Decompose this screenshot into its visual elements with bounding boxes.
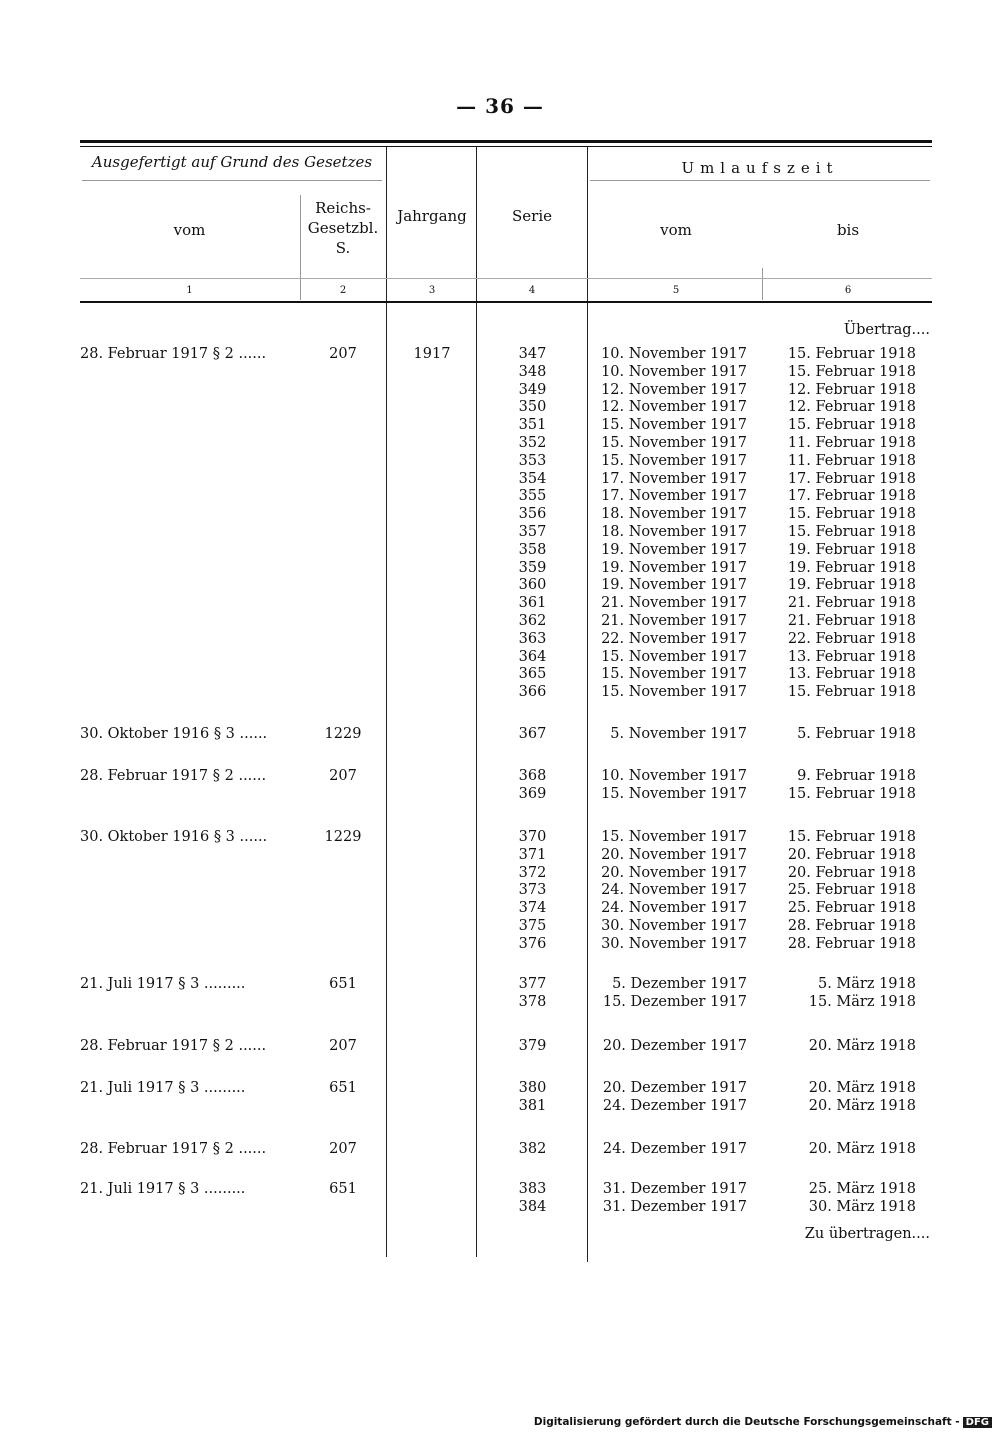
table-cell-bis: 15. Februar 1918: [787, 363, 916, 380]
zu-uebertragen-label: Zu übertragen....: [804, 1226, 930, 1242]
gesetz-date: 30. Oktober 1916 § 3 ......: [80, 726, 268, 742]
table-cell-vom: 30. November 1917: [601, 918, 747, 934]
top-rule: [80, 140, 932, 143]
table-cell-bis: 9. Februar 1918: [797, 768, 916, 784]
reichs-page: 651: [329, 1181, 357, 1197]
table-cell-serie: 366: [518, 684, 547, 701]
table-cell-serie: 376: [518, 935, 547, 952]
table-cell-serie: 374: [518, 900, 547, 917]
header-col-reichs: [302, 198, 384, 258]
table-cell-serie: 357: [518, 524, 547, 540]
table-cell-vom: 15. November 1917: [601, 684, 747, 701]
table-cell-serie: 381: [518, 1097, 547, 1114]
gesetz-date: 21. Juli 1917 § 3 .........: [80, 976, 246, 992]
table-cell-vom: 17. November 1917: [601, 470, 747, 487]
table-cell-bis: 25. März 1918: [808, 1181, 916, 1197]
gesetz-date: 21. Juli 1917 § 3 .........: [80, 1181, 246, 1197]
table-cell-vom: 18. November 1917: [601, 506, 747, 523]
table-cell-vom: 12. November 1917: [601, 399, 747, 416]
top-rule-thin: [80, 146, 932, 147]
reichs-page: 651: [329, 976, 357, 992]
reichs-page: 1229: [324, 726, 362, 742]
header-col-serie: Serie: [512, 207, 552, 225]
table-cell-bis: 12. Februar 1918: [787, 399, 916, 416]
table-cell-serie: 360: [518, 577, 547, 594]
table-cell-serie: 371: [518, 846, 547, 863]
table-cell-serie: 355: [518, 488, 547, 505]
reichs-page: 207: [329, 768, 357, 784]
table-cell-serie: 349: [518, 381, 547, 398]
table-cell-serie: 373: [518, 882, 547, 899]
column-number: 3: [428, 285, 436, 296]
table-cell-bis: 25. Februar 1918: [787, 900, 916, 917]
table-cell-bis: 30. März 1918: [808, 1198, 916, 1215]
table-cell-vom: 10. November 1917: [601, 346, 747, 362]
table-cell-bis: 25. Februar 1918: [787, 882, 916, 899]
table-cell-bis: 5. März 1918: [817, 976, 916, 992]
table-cell-bis: 20. März 1918: [808, 1097, 916, 1114]
table-cell-vom: 15. November 1917: [601, 417, 747, 434]
table-cell-serie: 382: [518, 1141, 547, 1157]
table-cell-bis: 5. Februar 1918: [797, 726, 916, 742]
footer-credit: [534, 1416, 992, 1428]
column-number: 5: [672, 285, 680, 296]
table-cell-bis: 17. Februar 1918: [787, 470, 916, 487]
table-cell-vom: 19. November 1917: [601, 559, 747, 576]
table-cell-bis: 15. Februar 1918: [787, 829, 916, 845]
table-cell-serie: 350: [518, 399, 547, 416]
table-cell-vom: 17. November 1917: [601, 488, 747, 505]
table-cell-vom: 15. November 1917: [601, 452, 747, 469]
table-cell-serie: 368: [518, 768, 547, 784]
table-cell-vom: 22. November 1917: [601, 630, 747, 647]
table-cell-bis: 15. Februar 1918: [787, 346, 916, 362]
reichs-page: 1229: [324, 829, 362, 845]
table-cell-serie: 372: [518, 864, 547, 881]
column-divider: [476, 147, 477, 1257]
column-divider: [300, 195, 301, 300]
footer-text: Digitalisierung gefördert durch die Deutsche Forschungsgemeinschaft -: [533, 1416, 960, 1428]
table-cell-bis: 15. Februar 1918: [787, 785, 916, 802]
table-cell-serie: 383: [518, 1181, 547, 1197]
table-cell-vom: 15. November 1917: [601, 648, 747, 665]
table-cell-bis: 28. Februar 1918: [787, 935, 916, 952]
table-cell-serie: 378: [518, 993, 547, 1010]
reichs-page: 207: [329, 1038, 357, 1054]
table-cell-serie: 351: [518, 417, 547, 434]
table-cell-bis: 12. Februar 1918: [787, 381, 916, 398]
table-cell-bis: 15. Februar 1918: [787, 417, 916, 434]
table-cell-serie: 375: [518, 918, 547, 934]
table-cell-vom: 30. November 1917: [601, 935, 747, 952]
table-cell-vom: 15. Dezember 1917: [602, 993, 747, 1010]
table-cell-bis: 15. Februar 1918: [787, 506, 916, 523]
table-cell-bis: 19. Februar 1918: [787, 577, 916, 594]
table-cell-serie: 348: [518, 363, 547, 380]
header-col-reichs-line: Reichs-: [315, 199, 371, 217]
table-cell-bis: 20. Februar 1918: [787, 864, 916, 881]
table-cell-vom: 24. Dezember 1917: [602, 1097, 747, 1114]
table-cell-vom: 5. Dezember 1917: [612, 976, 747, 992]
table-cell-bis: 20. März 1918: [808, 1080, 916, 1096]
table-cell-serie: 369: [518, 785, 547, 802]
table-cell-vom: 20. November 1917: [601, 846, 747, 863]
table-cell-bis: 21. Februar 1918: [787, 613, 916, 629]
table-cell-vom: 20. November 1917: [601, 864, 747, 881]
header-divider: [80, 278, 932, 279]
table-cell-bis: 20. Februar 1918: [787, 846, 916, 863]
table-cell-vom: 15. November 1917: [601, 435, 747, 451]
header-col-vom: vom: [173, 221, 206, 239]
table-cell-vom: 15. November 1917: [601, 785, 747, 802]
table-cell-vom: 24. November 1917: [601, 882, 747, 899]
table-cell-vom: 20. Dezember 1917: [602, 1038, 747, 1054]
table-cell-bis: 28. Februar 1918: [787, 918, 916, 934]
table-cell-serie: 358: [518, 541, 547, 558]
table-cell-serie: 352: [518, 435, 547, 451]
table-cell-vom: 10. November 1917: [601, 363, 747, 380]
table-cell-vom: 12. November 1917: [601, 381, 747, 398]
table-cell-serie: 367: [518, 726, 547, 742]
header-col-umlauf-vom: vom: [660, 221, 692, 239]
table-cell-serie: 377: [518, 976, 547, 992]
table-cell-bis: 11. Februar 1918: [787, 435, 916, 451]
table-cell-bis: 13. Februar 1918: [787, 666, 916, 683]
table-cell-serie: 354: [518, 470, 547, 487]
reichs-page: 651: [329, 1080, 357, 1096]
table-cell-bis: 21. Februar 1918: [787, 595, 916, 612]
column-number: 4: [528, 285, 536, 296]
table-cell-serie: 370: [518, 829, 547, 845]
header-col-reichs-line: Gesetzbl.: [307, 219, 379, 237]
table-cell-serie: 347: [518, 346, 547, 362]
table-cell-vom: 19. November 1917: [601, 577, 747, 594]
table-cell-bis: 19. Februar 1918: [787, 559, 916, 576]
table-cell-serie: 380: [518, 1080, 547, 1096]
table-cell-serie: 384: [518, 1198, 547, 1215]
column-number: 1: [186, 285, 193, 296]
table-cell-bis: 11. Februar 1918: [787, 452, 916, 469]
column-divider: [386, 147, 387, 1257]
header-group-umlauf: Umlaufszeit: [681, 159, 839, 177]
table-cell-vom: 31. Dezember 1917: [602, 1198, 747, 1215]
gesetz-date: 21. Juli 1917 § 3 .........: [80, 1080, 246, 1096]
gesetz-date: 28. Februar 1917 § 2 ......: [80, 768, 267, 784]
table-cell-vom: 21. November 1917: [601, 595, 747, 612]
table-cell-vom: 21. November 1917: [601, 613, 747, 629]
header-divider: [82, 180, 382, 181]
table-cell-vom: 24. Dezember 1917: [602, 1141, 747, 1157]
table-cell-bis: 15. Februar 1918: [787, 684, 916, 701]
reichs-page: 207: [329, 1141, 357, 1157]
header-col-umlauf-bis: bis: [836, 221, 860, 239]
table-cell-serie: 365: [518, 666, 547, 683]
column-number: 6: [844, 285, 852, 296]
table-cell-serie: 362: [518, 613, 547, 629]
header-bottom-rule: [80, 301, 932, 303]
table-cell-vom: 19. November 1917: [601, 541, 747, 558]
table-cell-vom: 15. November 1917: [601, 829, 747, 845]
header-group-title: Ausgefertigt auf Grund des Gesetzes: [91, 153, 373, 171]
table-cell-bis: 13. Februar 1918: [787, 648, 916, 665]
header-col-reichs-line: S.: [335, 239, 351, 257]
table-cell-serie: 353: [518, 452, 547, 469]
table-cell-vom: 10. November 1917: [601, 768, 747, 784]
dfg-logo: DFG: [963, 1417, 992, 1428]
gesetz-date: 28. Februar 1917 § 2 ......: [80, 346, 267, 362]
column-number: 2: [339, 285, 347, 296]
table-cell-bis: 20. März 1918: [808, 1141, 916, 1157]
table-cell-vom: 24. November 1917: [601, 900, 747, 917]
table-cell-bis: 22. Februar 1918: [787, 630, 916, 647]
table-cell-bis: 20. März 1918: [808, 1038, 916, 1054]
page-number: — 36 —: [456, 94, 544, 118]
table-cell-bis: 15. Februar 1918: [787, 524, 916, 540]
table-cell-vom: 31. Dezember 1917: [602, 1181, 747, 1197]
reichs-page: 207: [329, 346, 357, 362]
table-cell-bis: 15. März 1918: [808, 993, 916, 1010]
column-divider: [762, 268, 763, 300]
table-cell-serie: 364: [518, 648, 547, 665]
table-cell-bis: 17. Februar 1918: [787, 488, 916, 505]
table-cell-serie: 363: [518, 630, 547, 647]
uebertrag-label: Übertrag....: [843, 322, 930, 338]
gesetz-date: 28. Februar 1917 § 2 ......: [80, 1038, 267, 1054]
table-cell-serie: 361: [518, 595, 547, 612]
table-cell-serie: 379: [518, 1038, 547, 1054]
table-cell-vom: 20. Dezember 1917: [602, 1080, 747, 1096]
table-cell-bis: 19. Februar 1918: [787, 541, 916, 558]
header-col-jahrgang: Jahrgang: [397, 207, 467, 225]
jahrgang-value: 1917: [413, 346, 451, 362]
header-divider: [590, 180, 930, 181]
column-divider: [587, 147, 588, 1262]
table-cell-serie: 359: [518, 559, 547, 576]
gesetz-date: 28. Februar 1917 § 2 ......: [80, 1141, 267, 1157]
table-cell-vom: 5. November 1917: [610, 726, 747, 742]
table-cell-serie: 356: [518, 506, 547, 523]
table-cell-vom: 18. November 1917: [601, 524, 747, 540]
table-cell-vom: 15. November 1917: [601, 666, 747, 683]
gesetz-date: 30. Oktober 1916 § 3 ......: [80, 829, 268, 845]
